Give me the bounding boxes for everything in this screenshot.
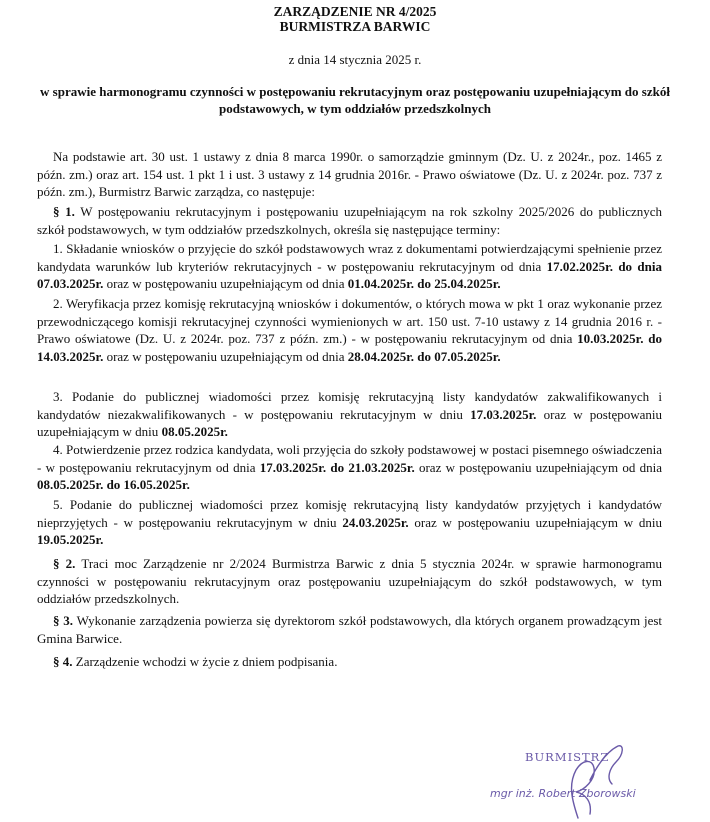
section-3-mark: § 3. (53, 613, 74, 628)
section-1 (37, 203, 662, 238)
item-1-text-2: oraz w postępowaniu uzupełniającym od dnia (103, 276, 348, 291)
list-item-1 (37, 240, 662, 293)
item-1-date-supp: 01.04.2025r. do 25.04.2025r. (347, 276, 501, 291)
section-4-text: Zarządzenie wchodzi w życie z dniem podpisania. (75, 654, 338, 669)
section-1-text: W postępowaniu rekrutacyjnym i postępowaniu uzupełniającym na rok szkolny 2025/2026 do publicznych szkół podstawowych, w tym oddziałów przedszkolnych, określa się następujące terminy: (37, 204, 663, 237)
section-3-text: Wykonanie zarządzenia powierza się dyrektorom szkół podstawowych, dla których organem prowadzącym jest Gmina Barwice. (37, 613, 663, 646)
ordinance-date: z dnia 14 stycznia 2025 r. (288, 52, 422, 67)
item-5-text: 5. Podanie do publicznej wiadomości przez komisję rekrutacyjną listy kandydatów przyjętych i kandydatów nieprzyjętych - w postępowaniu rekrutacyjnym w dniu (37, 497, 662, 530)
item-2-date-main: 10.03.2025r. do 14.03.2025r. (37, 331, 662, 364)
section-3 (37, 612, 662, 647)
section-4-mark: § 4. (53, 654, 73, 669)
section-2-text: Traci moc Zarządzenie nr 2/2024 Burmistrza Barwic z dnia 5 stycznia 2024r. w sprawie harmonogramu czynności w postępowaniu rekrutacyjnym oraz postępowaniu uzupełniającym do szkół podstawowych, w tym oddziałów przedszkolnych. (37, 556, 663, 606)
item-5-date-supp: 19.05.2025r. (37, 532, 104, 547)
item-4-date-main: 17.03.2025r. do 21.03.2025r. (259, 459, 415, 475)
item-4-text: 4. Potwierdzenie przez rodzica kandydata, woli przyjęcia do szkoły podstawowej w postaci pisemnego oświadczenia - w postępowaniu rekrutacyjnym od dnia (37, 442, 662, 475)
item-2-text: 2. Weryfikacja przez komisję rekrutacyjną wniosków i dokumentów, o których mowa w pkt 1 oraz wykonanie przez przewodniczącego komisji rekrutacyjnej czynności wymienionych w art. 150 ust. 7-10 ustawy z 14 grudnia 2016 r. - Prawo oświatowe (Dz. U. z 2024r. poz. 737 z późn. zm.) - w postępowaniu rekrutacyjnym od dnia (37, 296, 662, 346)
section-2-mark: § 2. (53, 556, 76, 571)
list-item-2 (37, 295, 662, 365)
ordinance-subject: w sprawie harmonogramu czynności w postępowaniu rekrutacyjnym oraz postępowaniu uzupełniającym do szkół podstawowych, w tym oddziałów przedszkolnych (40, 84, 670, 116)
item-2-date-supp: 28.04.2025r. do 07.05.2025r. (347, 348, 501, 364)
item-4-date-supp: 08.05.2025r. do 16.05.2025r. (37, 477, 190, 492)
item-3-date-main: 17.03.2025r. (470, 406, 537, 422)
handwritten-signature (520, 740, 640, 820)
list-item-3 (37, 388, 662, 441)
item-3-text: 3. Podanie do publicznej wiadomości przez komisję rekrutacyjną listy kandydatów zakwalifikowanych i kandydatów niezakwalifikowanych - w postępowaniu rekrutacyjnym w dniu (37, 389, 662, 422)
item-3-text-2: oraz w postępowaniu uzupełniającym w dniu (37, 406, 663, 439)
list-item-4 (37, 441, 662, 494)
section-2 (37, 555, 662, 608)
item-1-date-main: 17.02.2025r. do dnia 07.03.2025r. (37, 258, 662, 291)
section-4 (37, 653, 662, 671)
section-1-mark: § 1. (53, 204, 75, 219)
stamp-name: mgr inż. Robert Zborowski (490, 787, 636, 800)
item-3-date-supp: 08.05.2025r. (161, 424, 228, 439)
signature-stamp (490, 740, 670, 820)
item-4-text-2: oraz w postępowaniu uzupełniającym od dnia (414, 459, 662, 475)
ordinance-title: ZARZĄDZENIE NR 4/2025 (273, 4, 437, 19)
item-5-date-main: 24.03.2025r. (342, 514, 409, 530)
stamp-title: BURMISTRZ (525, 750, 610, 764)
item-1-text: 1. Składanie wniosków o przyjęcie do szkół podstawowych wraz z dokumentami potwierdzającymi spełnienie przez kandydata warunków lub kryteriów rekrutacyjnych - w postępowaniu rekrutacyjnym od dnia (37, 241, 662, 274)
ordinance-issuer: BURMISTRZA BARWIC (279, 19, 431, 34)
list-item-5 (37, 496, 662, 549)
item-5-text-2: oraz w postępowaniu uzupełniającym w dniu (408, 514, 663, 530)
item-2-text-2: oraz w postępowaniu uzupełniającym od dnia (103, 348, 348, 364)
preamble: Na podstawie art. 30 ust. 1 ustawy z dnia 8 marca 1990r. o samorządzie gminnym (Dz. U. z 2024r., poz. 1465 z późn. zm.) oraz art. 154 ust. 1 pkt 1 i ust. 3 ustawy z 14 grudnia 2016r. - Prawo oświatowe (Dz. U. z 2024r. poz. 737 z późn. zm.), Burmistrz Barwic zarządza, co następuje: (37, 149, 662, 199)
